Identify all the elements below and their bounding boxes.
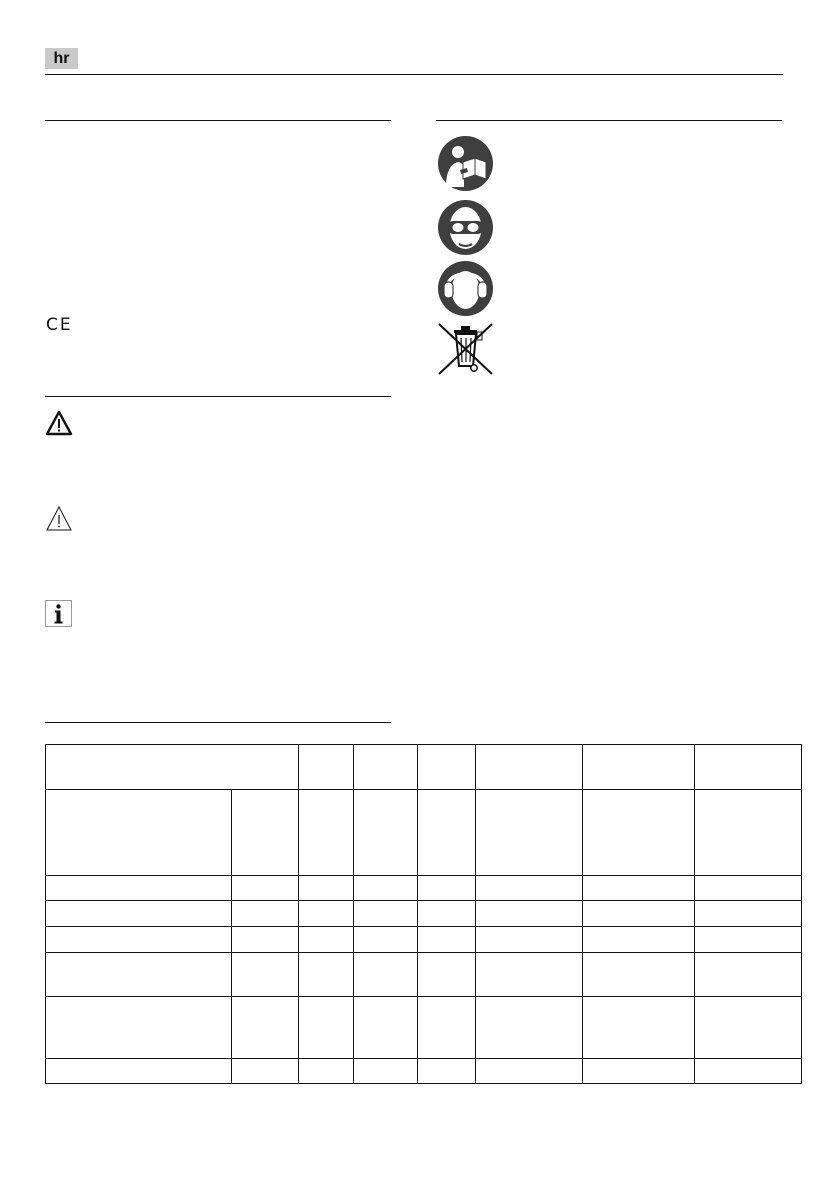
table-cell [299, 901, 354, 926]
table-cell [46, 1058, 232, 1083]
table-row [46, 952, 802, 996]
table-header-cell [46, 745, 299, 790]
section-rule-left-1 [45, 120, 391, 121]
header-rule [45, 74, 783, 75]
table-cell [695, 901, 802, 926]
table-cell [232, 996, 299, 1058]
table-cell [299, 952, 354, 996]
table-cell [46, 901, 232, 926]
table-cell [476, 901, 583, 926]
table-cell [583, 876, 695, 901]
table-row [46, 926, 802, 952]
table-header-row [46, 745, 802, 790]
table-row [46, 1058, 802, 1083]
eye-protection-icon [437, 199, 494, 256]
table-header-cell [299, 745, 354, 790]
table-cell [418, 952, 476, 996]
table-cell [299, 996, 354, 1058]
table-cell [418, 790, 476, 876]
table-cell [695, 1058, 802, 1083]
table-cell [299, 790, 354, 876]
table-cell [46, 876, 232, 901]
table-cell [232, 1058, 299, 1083]
warning-triangle-thin-icon [45, 505, 73, 532]
table-cell [583, 952, 695, 996]
table-cell [476, 926, 583, 952]
table-cell [476, 876, 583, 901]
table-cell [476, 996, 583, 1058]
table-cell [232, 876, 299, 901]
table-header-cell [418, 745, 476, 790]
table-cell [583, 790, 695, 876]
table-cell [695, 996, 802, 1058]
table-cell [583, 926, 695, 952]
table-cell [583, 901, 695, 926]
table-cell [695, 790, 802, 876]
table-cell [299, 1058, 354, 1083]
table-header-cell [695, 745, 802, 790]
table-cell [232, 901, 299, 926]
table-cell [299, 876, 354, 901]
table-cell [354, 901, 418, 926]
table-cell [46, 996, 232, 1058]
technical-data-table [45, 744, 802, 1084]
table-cell [354, 996, 418, 1058]
table-cell [695, 952, 802, 996]
table-row [46, 876, 802, 901]
table-cell [354, 876, 418, 901]
table-cell [46, 952, 232, 996]
table-header-cell [476, 745, 583, 790]
table-row [46, 996, 802, 1058]
table-cell [476, 1058, 583, 1083]
table-cell [583, 1058, 695, 1083]
section-rule-left-3 [45, 722, 391, 723]
table-cell [418, 926, 476, 952]
info-icon [45, 600, 72, 627]
read-manual-icon [437, 135, 494, 192]
table-cell [476, 952, 583, 996]
table-cell [418, 996, 476, 1058]
table-row [46, 901, 802, 926]
language-badge: hr [45, 48, 78, 69]
table-cell [354, 1058, 418, 1083]
table-cell [354, 926, 418, 952]
table-header-cell [583, 745, 695, 790]
table-cell [695, 926, 802, 952]
table-cell [354, 790, 418, 876]
table-cell [695, 876, 802, 901]
table-cell [232, 926, 299, 952]
table-cell [418, 876, 476, 901]
section-rule-right-1 [436, 120, 782, 121]
table-cell [354, 952, 418, 996]
table-cell [232, 790, 299, 876]
warning-triangle-bold-icon [45, 410, 73, 436]
table-header-cell [354, 745, 418, 790]
table-cell [476, 790, 583, 876]
table-cell [46, 926, 232, 952]
ear-protection-icon [437, 260, 494, 317]
table-cell [583, 996, 695, 1058]
ce-mark: CE [46, 315, 73, 335]
weee-crossed-bin-icon [437, 322, 494, 376]
table-subheader-row [46, 790, 802, 876]
table-cell [299, 926, 354, 952]
table-cell [232, 952, 299, 996]
table-cell [46, 790, 232, 876]
section-rule-left-2 [45, 396, 391, 397]
table-cell [418, 901, 476, 926]
table-cell [418, 1058, 476, 1083]
